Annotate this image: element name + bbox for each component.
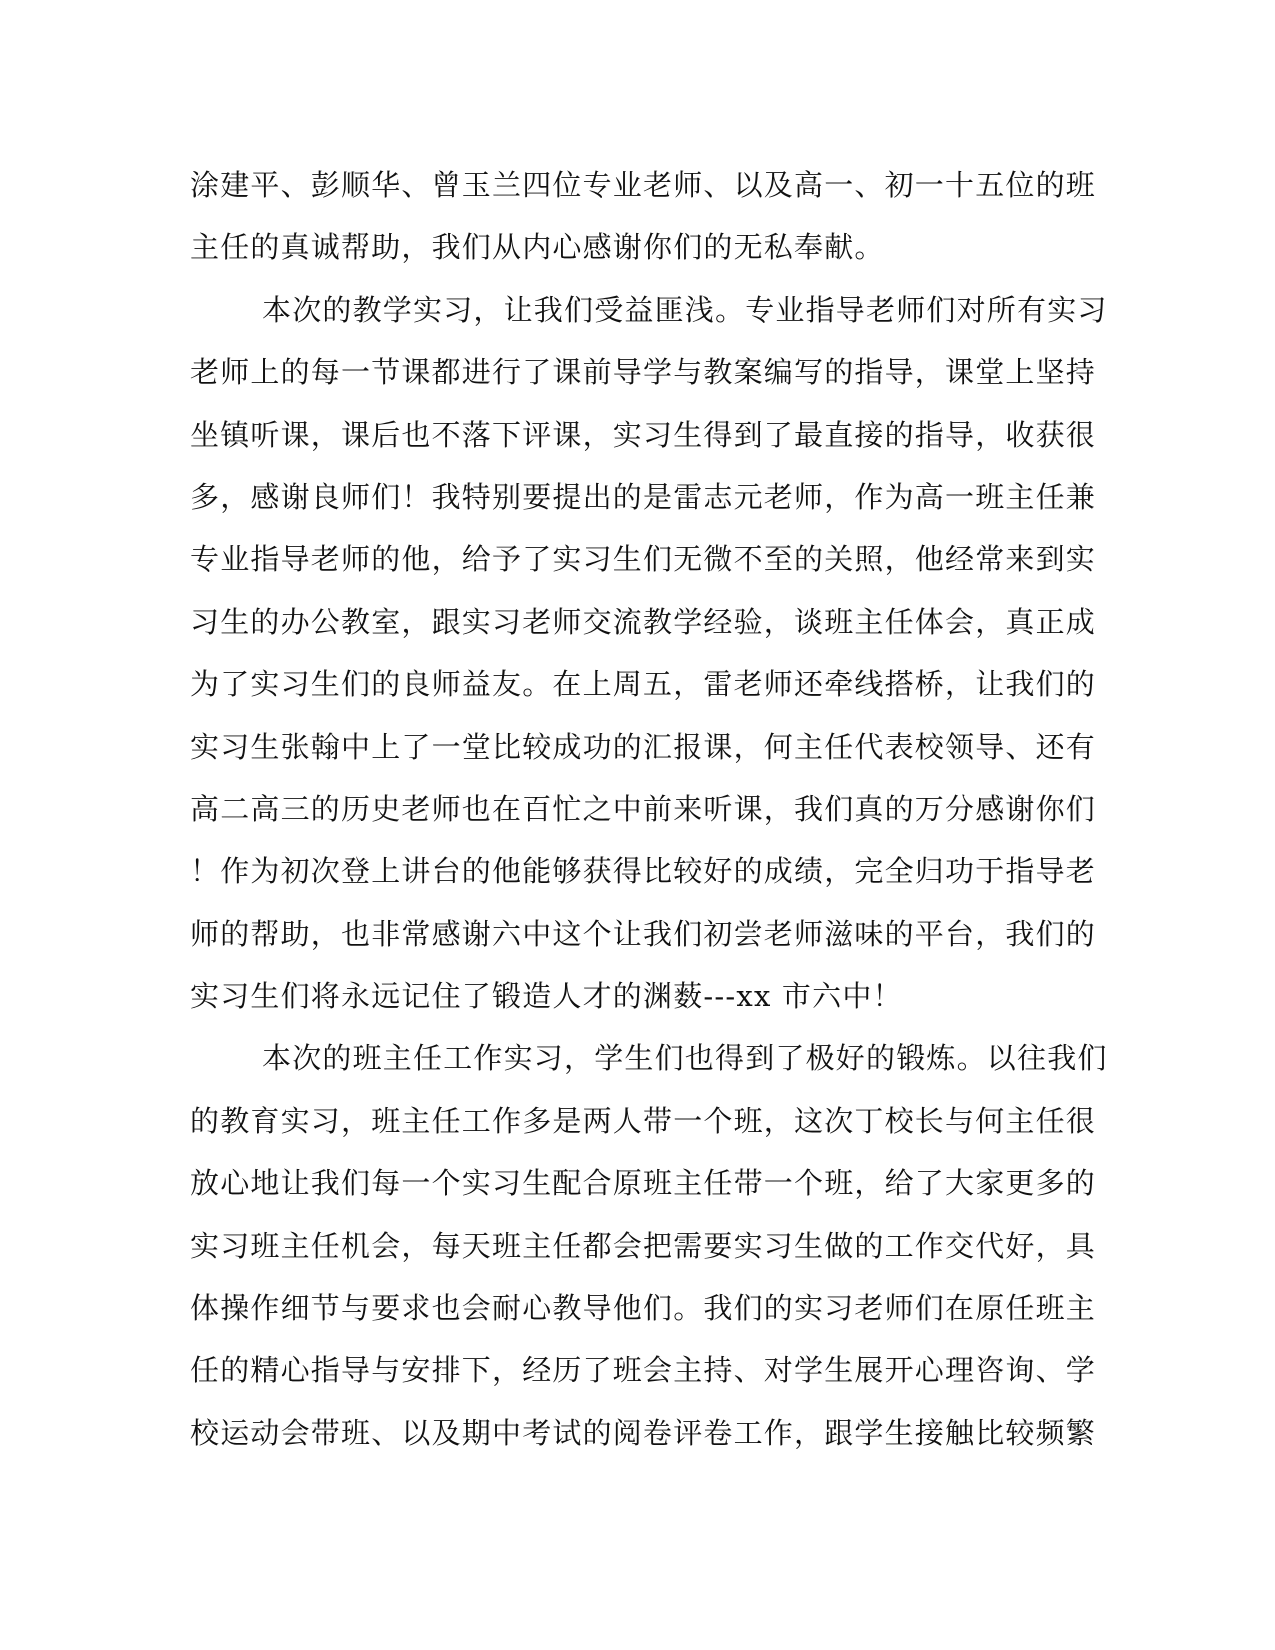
text-line: 师的帮助，也非常感谢六中这个让我们初尝老师滋味的平台，我们的 [190, 916, 1097, 951]
text-line: 实习生们将永远记住了锻造人才的渊薮---xx 市六中！ [190, 979, 903, 1014]
text-line: 多，感谢良师们！我特别要提出的是雷志元老师，作为高一班主任兼 [190, 479, 1097, 514]
text-line: 放心地让我们每一个实习生配合原班主任带一个班，给了大家更多的 [190, 1166, 1097, 1201]
text-line: 任的精心指导与安排下，经历了班会主持、对学生展开心理咨询、学 [190, 1353, 1097, 1388]
text-line: 体操作细节与要求也会耐心教导他们。我们的实习老师们在原任班主 [190, 1291, 1097, 1326]
text-line: 主任的真诚帮助，我们从内心感谢你们的无私奉献。 [190, 230, 885, 265]
text-line: 高二高三的历史老师也在百忙之中前来听课，我们真的万分感谢你们 [190, 791, 1097, 826]
text-line: 校运动会带班、以及期中考试的阅卷评卷工作，跟学生接触比较频繁 [190, 1415, 1097, 1450]
text-line: 实习班主任机会，每天班主任都会把需要实习生做的工作交代好，具 [190, 1228, 1097, 1263]
text-line: 习生的办公教室，跟实习老师交流教学经验，谈班主任体会，真正成 [190, 604, 1097, 639]
text-line: 的教育实习，班主任工作多是两人带一个班，这次丁校长与何主任很 [190, 1103, 1097, 1138]
document-text-body [190, 162, 1108, 1472]
text-line: 涂建平、彭顺华、曾玉兰四位专业老师、以及高一、初一十五位的班 [190, 168, 1097, 202]
text-line: 专业指导老师的他，给予了实习生们无微不至的关照，他经常来到实 [190, 542, 1097, 577]
paragraph-start-line: 本次的教学实习，让我们受益匪浅。专业指导老师们对所有实习 [262, 292, 1108, 327]
text-line: 为了实习生们的良师益友。在上周五，雷老师还牵线搭桥，让我们的 [190, 667, 1097, 702]
paragraph-start-line: 本次的班主任工作实习，学生们也得到了极好的锻炼。以往我们 [262, 1041, 1108, 1076]
text-line: ！作为初次登上讲台的他能够获得比较好的成绩，完全归功于指导老 [190, 854, 1097, 889]
text-line: 老师上的每一节课都进行了课前导学与教案编写的指导，课堂上坚持 [190, 355, 1097, 390]
text-line: 实习生张翰中上了一堂比较成功的汇报课，何主任代表校领导、还有 [190, 729, 1097, 764]
text-line: 坐镇听课，课后也不落下评课，实习生得到了最直接的指导，收获很 [190, 417, 1097, 452]
